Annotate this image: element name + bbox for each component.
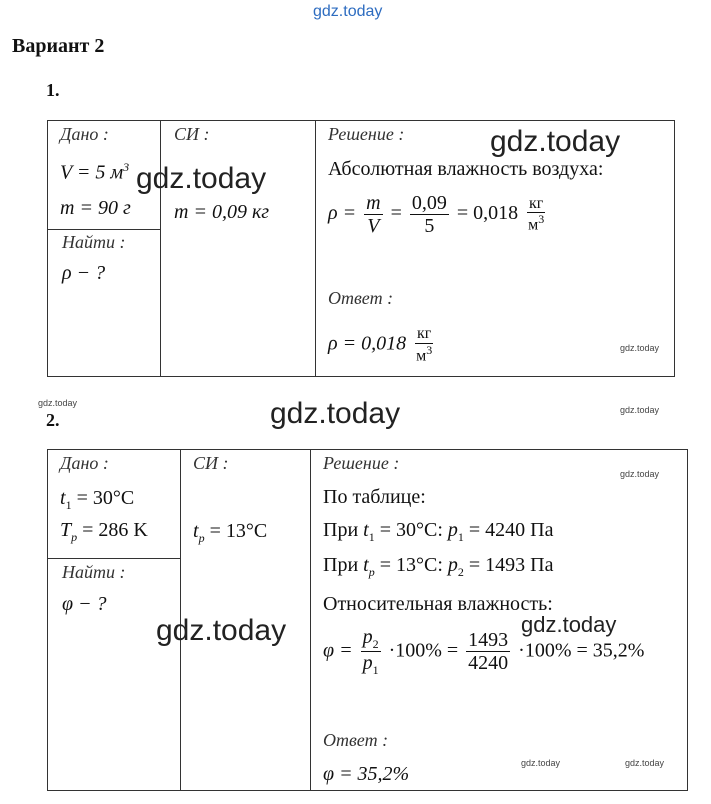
watermark-10: gdz.today <box>521 758 561 768</box>
task1-divider-1 <box>160 120 161 377</box>
task1-formula: ρ = $\frac{m}{V}$ = $\frac{0,09}{5}$ = 0,018 $\frac{кг}{м^3}$ <box>328 192 545 237</box>
watermark-11: gdz.today <box>625 758 665 768</box>
task1-solution-line1: Абсолютная влажность воздуха: <box>328 158 604 180</box>
task2-by-table: По таблице: <box>323 486 426 508</box>
variant-title: Вариант 2 <box>12 35 105 57</box>
task2-solution-label: Решение : <box>323 453 400 473</box>
watermark-2: gdz.today <box>136 162 267 195</box>
task1-given-m: m = 90 г <box>60 197 131 219</box>
task2-find-label: Найти : <box>62 562 126 582</box>
task1-given-v: V = 5 $м^3$ <box>60 160 130 184</box>
task1-answer: ρ = 0,018 $\frac{кг}{м^3}$ <box>328 325 433 364</box>
task2-row2: При $t_p = 13^\circ C$: $p_2 = 1493$ Па <box>323 554 554 579</box>
task2-answer-label: Ответ : <box>323 730 389 750</box>
watermark-4: gdz.today <box>38 398 78 408</box>
task2-divider-2 <box>310 449 311 791</box>
task1-find-label: Найти : <box>62 232 126 252</box>
task2-given-tp: $T_p = 286$ K <box>60 519 148 544</box>
task1-number: 1. <box>46 80 60 100</box>
task2-given-label: Дано : <box>60 453 109 473</box>
watermark-6: gdz.today <box>620 405 660 415</box>
task1-solution-label: Решение : <box>328 124 405 144</box>
task1-answer-label: Ответ : <box>328 288 394 308</box>
task1-given-divider <box>47 229 160 230</box>
watermark-5: gdz.today <box>270 397 401 430</box>
task1-si-m: m = 0,09 кг <box>174 201 270 223</box>
task2-given-divider <box>47 558 180 559</box>
task1-si-label: СИ : <box>174 124 210 144</box>
watermark-8: gdz.today <box>156 614 287 647</box>
task2-given-t1: $t_1 = 30^\circ C$ <box>60 487 135 512</box>
task1-divider-2 <box>315 120 316 377</box>
task2-find-phi: φ − ? <box>62 593 107 615</box>
task2-number: 2. <box>46 410 60 430</box>
task1-given-label: Дано : <box>60 124 109 144</box>
task2-relative-label: Относительная влажность: <box>323 593 553 615</box>
task2-row1: При $t_1 = 30^\circ C$: $p_1 = 4240$ Па <box>323 519 554 544</box>
task2-formula: φ = $\frac{p_2}{p_1}$ ·100% = $\frac{1493}{4240}$ ·100% = 35,2% <box>323 626 645 678</box>
watermark-3: gdz.today <box>620 343 660 353</box>
watermark-1: gdz.today <box>490 125 621 158</box>
watermark-7: gdz.today <box>620 469 660 479</box>
task2-si-label: СИ : <box>193 453 229 473</box>
watermark-top: gdz.today <box>313 3 383 20</box>
task2-answer: φ = 35,2% <box>323 763 410 785</box>
task2-si-tp: $t_p = 13^\circ C$ <box>193 520 268 545</box>
task1-find-rho: ρ − ? <box>62 262 106 284</box>
watermark-9: gdz.today <box>521 612 617 637</box>
